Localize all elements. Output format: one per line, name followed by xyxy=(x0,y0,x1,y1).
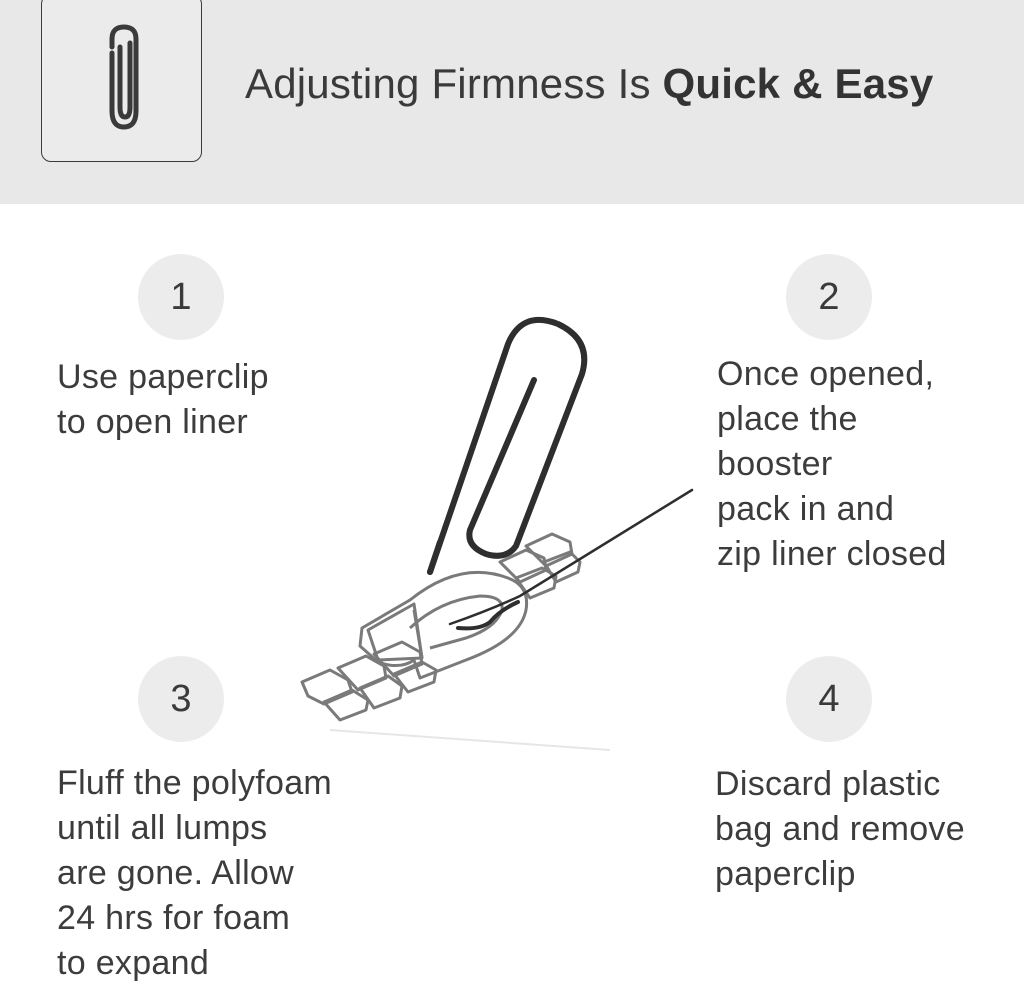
step-3-line: until all lumps xyxy=(57,809,268,847)
step-4-line: bag and remove xyxy=(715,810,965,848)
header-banner xyxy=(0,0,1024,204)
step-2-line: Once opened, xyxy=(717,355,935,393)
step-3-text xyxy=(57,761,332,986)
paperclip-icon xyxy=(92,23,152,133)
step-2-line: zip liner closed xyxy=(717,535,947,573)
zipper-paperclip-illustration xyxy=(290,310,710,760)
step-3-badge: 3 xyxy=(138,656,224,742)
zipper-slider xyxy=(360,572,527,678)
step-3-line: Fluff the polyfoam xyxy=(57,764,333,802)
step-1-line: to open liner xyxy=(57,403,249,441)
step-1-line: Use paperclip xyxy=(57,358,269,396)
step-4-badge: 4 xyxy=(786,656,872,742)
title-regular: Adjusting Firmness Is xyxy=(245,60,663,107)
step-4-text xyxy=(715,762,965,897)
step-3-line: are gone. Allow xyxy=(57,854,294,892)
step-1-badge: 1 xyxy=(138,254,224,340)
step-3-line: to expand xyxy=(57,944,210,982)
step-2-badge: 2 xyxy=(786,254,872,340)
page-title xyxy=(245,58,933,110)
step-2-line: pack in and xyxy=(717,490,895,528)
step-1-text xyxy=(57,355,269,445)
paperclip-icon-box xyxy=(41,0,202,162)
step-3-line: 24 hrs for foam xyxy=(57,899,291,937)
title-bold: Quick & Easy xyxy=(662,60,934,107)
step-2-text xyxy=(717,352,947,577)
step-4-line: paperclip xyxy=(715,855,856,893)
step-4-line: Discard plastic xyxy=(715,765,941,803)
step-2-line: booster xyxy=(717,445,833,483)
paperclip-shape xyxy=(430,320,584,572)
step-2-line: place the xyxy=(717,400,858,438)
